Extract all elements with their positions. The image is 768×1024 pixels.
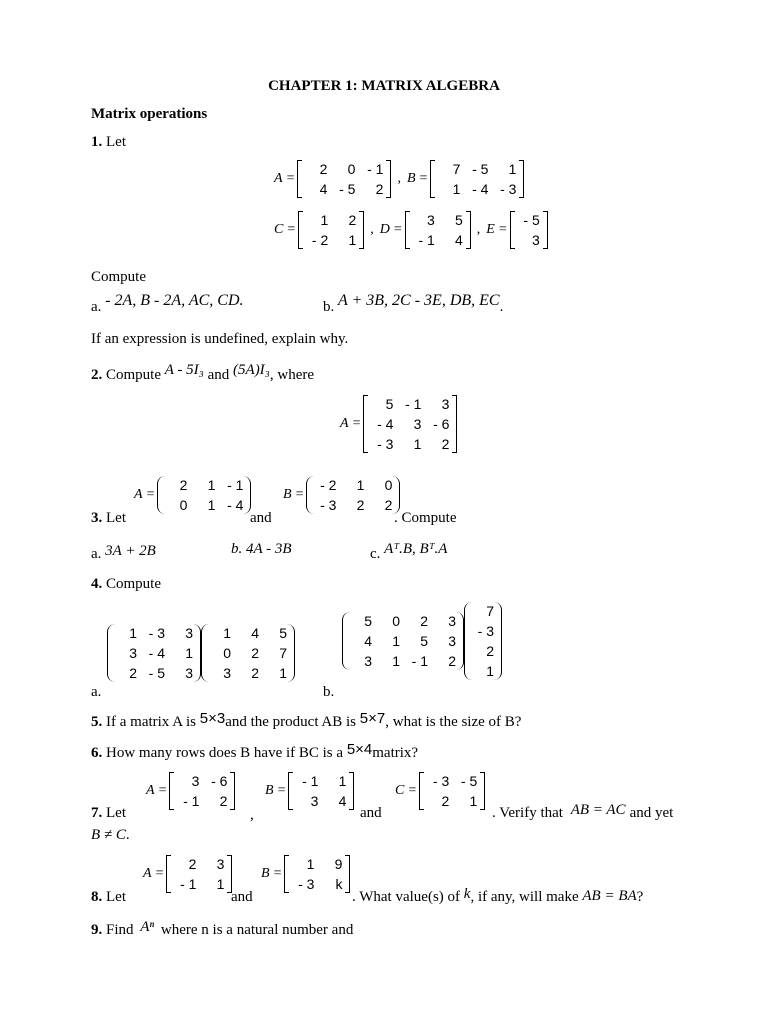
matrix-entry: 2 [420,613,428,629]
matrix-entry: 4 [364,633,372,649]
matrix-entry: 1 [207,497,216,513]
matrix-entry: - 5 [472,161,489,177]
q1-b-expression: A + 3B, 2C - 3E, DB, EC [338,292,500,309]
matrix-entry: 1 [392,653,400,669]
q3-lead: Let [106,510,126,526]
matrix-name: B [283,487,292,502]
matrix-entry: - 3 [298,876,315,892]
q8-text: . What value(s) of [352,889,461,905]
part-label: a. [91,546,102,562]
matrix-entry: - 3 [432,773,450,789]
matrix-entry: 0 [179,497,188,513]
and-text: and [360,805,382,821]
and-text: and [250,510,272,526]
matrix-entry: - 6 [433,416,450,432]
matrix-entry: - 5 [148,665,165,681]
matrix-entry: - 3 [377,436,394,452]
matrix-entry: 2 [251,645,259,661]
q2-expr1: A - 5I₃ [164,362,204,378]
q5-dim2: 5×7 [359,710,386,727]
matrix-entry: 1 [129,625,137,641]
matrix-entry: 3 [441,396,450,412]
matrix-entry: - 1 [418,232,435,248]
matrix-body [201,624,295,682]
q4-line [91,575,161,593]
section-heading: Matrix operations [91,106,208,122]
matrix-name: E [486,222,495,237]
part-label: c. [370,546,381,562]
matrix-name: A [274,171,283,186]
matrix-body [288,772,354,810]
matrix-entry: 2 [319,161,328,177]
matrix-entry: 1 [320,212,329,228]
matrix-entry: 0 [392,613,400,629]
part-label: b. [323,684,335,700]
matrix-entry: 1 [508,161,517,177]
matrix-entry: 2 [129,665,137,681]
matrix-body [510,211,548,249]
matrix-entry: 1 [452,181,461,197]
and-text: and [207,367,230,383]
matrix-entry: 3 [413,416,422,432]
q7-equation: AB = AC [570,802,626,818]
q4-number: 4. [91,576,103,592]
matrix-entry: - 1 [302,773,319,789]
matrix-entry: 2 [441,436,450,452]
matrix-name: A [143,866,152,881]
q4-a-product [107,624,295,682]
matrix-name: B [406,171,416,186]
matrix-entry: - 6 [211,773,228,789]
matrix-entry: 2 [348,212,357,228]
matrix-body [430,160,524,198]
q7-matrix-c: C = - 3 - 5 2 1 [395,772,485,810]
q4-lead: Compute [106,576,161,592]
matrix-body [157,476,251,514]
matrix-name: A [134,487,143,502]
matrix-body [297,160,391,198]
matrix-entry: - 5 [523,212,540,228]
matrix-entry: 0 [223,645,231,661]
part-label: a. [91,299,102,315]
matrix-entry: 0 [347,161,356,177]
matrix-entry: - 2 [320,477,337,493]
q9-text: where n is a natural number and [160,922,354,938]
matrix-entry: 4 [319,181,328,197]
matrix-body [405,211,471,249]
matrix-entry: - 4 [148,645,165,661]
q2-matrix-a: A = 5 - 1 3 - 4 3 - 6 - 3 1 2 [340,395,457,453]
q2-number: 2. [91,367,103,383]
matrix-entry: 5 [364,613,372,629]
matrix-entry: - 3 [148,625,165,641]
q9-text: Find [106,922,134,938]
matrix-entry: 2 [188,856,197,872]
q2-tail: , where [269,367,315,383]
matrix-entry: 3 [185,625,193,641]
matrix-body [166,855,232,893]
matrix-name: B [261,866,270,881]
matrix-entry: - 5 [460,773,478,789]
matrix-entry: 1 [223,625,231,641]
matrix-entry: 1 [469,793,478,809]
q1-a-expression: - 2A, B - 2A, AC, CD. [105,292,244,309]
q1-compute: Compute [91,269,146,285]
matrix-entry: - 2 [311,232,329,248]
q5-line [91,710,522,731]
matrix-entry: k [335,876,343,892]
q8-text: , if any, will make [470,889,579,905]
q1-matrix-cde: C = 1 2 - 2 1 , D = 3 5 - 1 4 , E = - 5 3 [274,211,548,249]
matrix-entry: - 1 [180,876,197,892]
q7-lead: Let [106,805,126,821]
matrix-body [298,211,364,249]
matrix-entry: 1 [486,663,494,679]
matrix-entry: - 3 [500,181,517,197]
q8-equation: AB = BA [582,888,637,904]
matrix-entry: 3 [310,793,319,809]
matrix-entry: 2 [179,477,188,493]
q5-text: If a matrix A is [106,714,196,730]
chapter-title: CHAPTER 1: MATRIX ALGEBRA [268,78,500,94]
matrix-entry: 1 [356,477,365,493]
q8-matrix-a: A = 2 3 - 1 1 [143,855,232,893]
matrix-entry: 4 [338,793,347,809]
matrix-entry: 1 [185,645,193,661]
matrix-body [363,395,457,453]
matrix-entry: 2 [251,665,259,681]
matrix-body [342,612,464,670]
q1-number: 1. [91,134,103,150]
q1-part-b [323,292,504,316]
matrix-entry: 4 [454,232,463,248]
and-text: and [231,889,253,905]
matrix-body [419,772,485,810]
q9-line [91,921,353,939]
q7-line2 [91,826,130,844]
q3-matrix-a: A = 2 1 - 1 0 1 - 4 [134,476,251,514]
q3-matrix-b: B = - 2 1 0 - 3 2 2 [283,476,400,514]
matrix-name: C [274,222,284,237]
matrix-entry: 1 [279,665,287,681]
matrix-entry: - 3 [320,497,337,513]
q3-b-expression: b. 4A - 3B [231,541,292,557]
q3-line [91,509,126,527]
matrix-entry: 5 [279,625,287,641]
q1-lead: Let [106,134,126,150]
matrix-entry: 2 [356,497,365,513]
q7-inequality: B ≠ C [91,827,126,843]
q3-part-a [91,545,156,563]
matrix-entry: 3 [448,613,456,629]
q7-matrix-b: B = - 1 1 3 4 [265,772,354,810]
q3-tail: . Compute [394,510,457,526]
q3-part-c [370,541,448,563]
matrix-entry: 7 [486,603,494,619]
matrix-entry: 5 [420,633,428,649]
q2-line [91,362,315,384]
matrix-entry: 2 [441,793,450,809]
q1-matrix-a: A = 2 0 - 1 4 - 5 2 , B = 7 - 5 1 1 - 4 - 3 [274,160,524,198]
q6-text: How many rows does B have if BC is a [106,745,344,761]
q5-number: 5. [91,714,103,730]
part-label: b. [323,299,335,315]
q9-expression: Aⁿ [140,919,155,935]
matrix-entry: 1 [348,232,357,248]
q8-line [91,888,126,906]
q7-text: . Verify that [492,805,563,821]
matrix-entry: - 4 [227,497,244,513]
matrix-entry: - 3 [477,623,494,639]
q8-number: 8. [91,889,103,905]
period: . [499,299,504,315]
matrix-entry: 1 [413,436,422,452]
q6-text: matrix? [372,745,419,761]
matrix-entry: - 4 [377,416,394,432]
matrix-entry: 2 [219,793,228,809]
matrix-entry: 3 [448,633,456,649]
q9-number: 9. [91,922,103,938]
matrix-entry: 3 [216,856,225,872]
matrix-entry: 5 [385,396,394,412]
q3-c-expression: Aᵀ.B, Bᵀ.A [384,541,448,557]
matrix-name: A [340,416,349,431]
matrix-body [464,602,502,680]
q3-number: 3. [91,510,103,526]
matrix-entry: 1 [216,876,225,892]
matrix-entry: 9 [334,856,343,872]
q2-expr2: (5A)I₃ [233,362,270,378]
matrix-entry: 3 [185,665,193,681]
q8-lead: Let [106,889,126,905]
matrix-entry: 4 [251,625,259,641]
q7-verify [492,804,673,822]
q1-note: If an expression is undefined, explain why. [91,331,349,347]
matrix-entry: 2 [384,497,393,513]
matrix-name: C [395,783,405,798]
part-label: a. [91,684,102,700]
matrix-entry: 3 [364,653,372,669]
matrix-entry: 3 [129,645,137,661]
matrix-entry: 7 [452,161,461,177]
matrix-entry: 5 [454,212,463,228]
matrix-entry: - 1 [411,653,428,669]
q2-lead: Compute [106,367,161,383]
matrix-name: B [265,783,274,798]
q8-matrix-b: B = 1 9 - 3 k [261,855,350,893]
matrix-entry: 3 [223,665,231,681]
matrix-entry: 1 [306,856,315,872]
period: . [125,827,130,843]
matrix-entry: 2 [448,653,456,669]
matrix-entry: 3 [426,212,435,228]
matrix-body [284,855,350,893]
matrix-entry: 3 [531,232,540,248]
matrix-entry: - 1 [227,477,244,493]
matrix-entry: 1 [207,477,216,493]
q7-line [91,804,126,822]
q6-dim: 5×4 [346,741,373,758]
q6-line [91,741,419,762]
matrix-entry: - 1 [405,396,422,412]
q8-question [352,888,643,906]
q5-text: and the product AB is [225,714,357,730]
q3-a-expression: 3A + 2B [105,543,156,559]
matrix-body [306,476,400,514]
q7-text: and yet [629,805,674,821]
matrix-entry: - 1 [367,161,384,177]
q1-part-a [91,292,244,316]
matrix-entry: 0 [384,477,393,493]
matrix-entry: - 5 [339,181,356,197]
q5-dim1: 5×3 [199,710,226,727]
matrix-name: D [379,222,390,237]
matrix-entry: 2 [486,643,494,659]
q5-text: , what is the size of B? [385,714,522,730]
matrix-entry: 2 [375,181,384,197]
matrix-entry: - 1 [183,793,200,809]
matrix-body [169,772,235,810]
matrix-entry: 1 [392,633,400,649]
matrix-entry: - 4 [472,181,489,197]
q4-b-product [342,602,502,680]
q8-k: k [463,886,471,902]
q7-number: 7. [91,805,103,821]
matrix-entry: 7 [279,645,287,661]
q7-matrix-a: A = 3 - 6 - 1 2 [146,772,235,810]
q1-line [91,133,126,151]
q6-number: 6. [91,745,103,761]
matrix-entry: 1 [338,773,347,789]
matrix-body [107,624,201,682]
matrix-entry: 3 [191,773,200,789]
comma: , [250,807,254,823]
q8-text: ? [636,889,644,905]
matrix-name: A [146,783,155,798]
